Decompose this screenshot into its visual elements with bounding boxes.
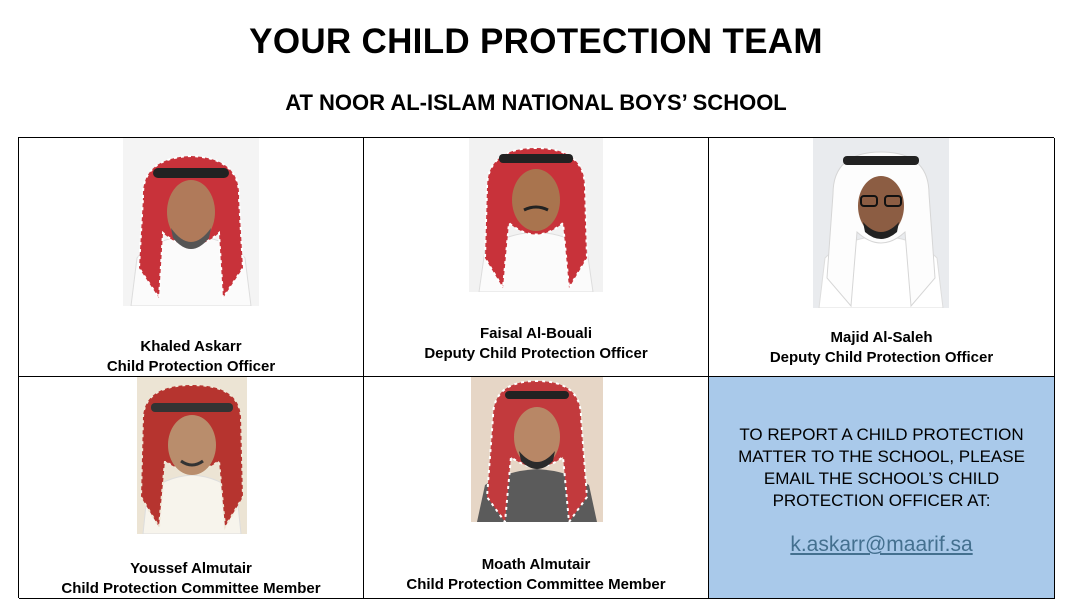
contact-panel xyxy=(709,377,1055,599)
page-subtitle: AT NOOR AL-ISLAM NATIONAL BOYS’ SCHOOL xyxy=(285,90,787,115)
page-title: YOUR CHILD PROTECTION TEAM xyxy=(249,22,823,61)
member-role: Child Protection Committee Member xyxy=(61,580,321,597)
member-photo xyxy=(813,138,949,308)
member-cell-majid-al-saleh xyxy=(709,138,1055,377)
contact-email-link[interactable]: k.askarr@maarif.sa xyxy=(790,533,973,556)
member-cell-khaled-askarr xyxy=(19,138,364,377)
member-role: Deputy Child Protection Officer xyxy=(769,349,994,366)
contact-message: TO REPORT A CHILD PROTECTION MATTER TO THE SCHOOL, PLEASE EMAIL THE SCHOOL’S CHILD PROTECTION OFFICER AT: xyxy=(738,425,1025,510)
member-name: Moath Almutair xyxy=(481,556,591,573)
member-role: Child Protection Committee Member xyxy=(406,576,666,593)
member-role: Deputy Child Protection Officer xyxy=(424,345,648,362)
member-cell-youssef-almutair xyxy=(19,377,364,599)
member-name: Youssef Almutair xyxy=(130,560,252,577)
member-photo xyxy=(123,138,259,306)
member-name: Faisal Al-Bouali xyxy=(480,325,592,342)
member-photo xyxy=(471,377,603,522)
team-table xyxy=(18,137,1054,598)
member-name: Khaled Askarr xyxy=(140,338,242,355)
member-cell-moath-almutair xyxy=(364,377,709,599)
member-name: Majid Al-Saleh xyxy=(830,329,933,346)
member-photo xyxy=(469,138,603,292)
member-cell-faisal-al-bouali xyxy=(364,138,709,377)
member-role: Child Protection Officer xyxy=(106,358,276,375)
member-photo xyxy=(137,377,247,534)
